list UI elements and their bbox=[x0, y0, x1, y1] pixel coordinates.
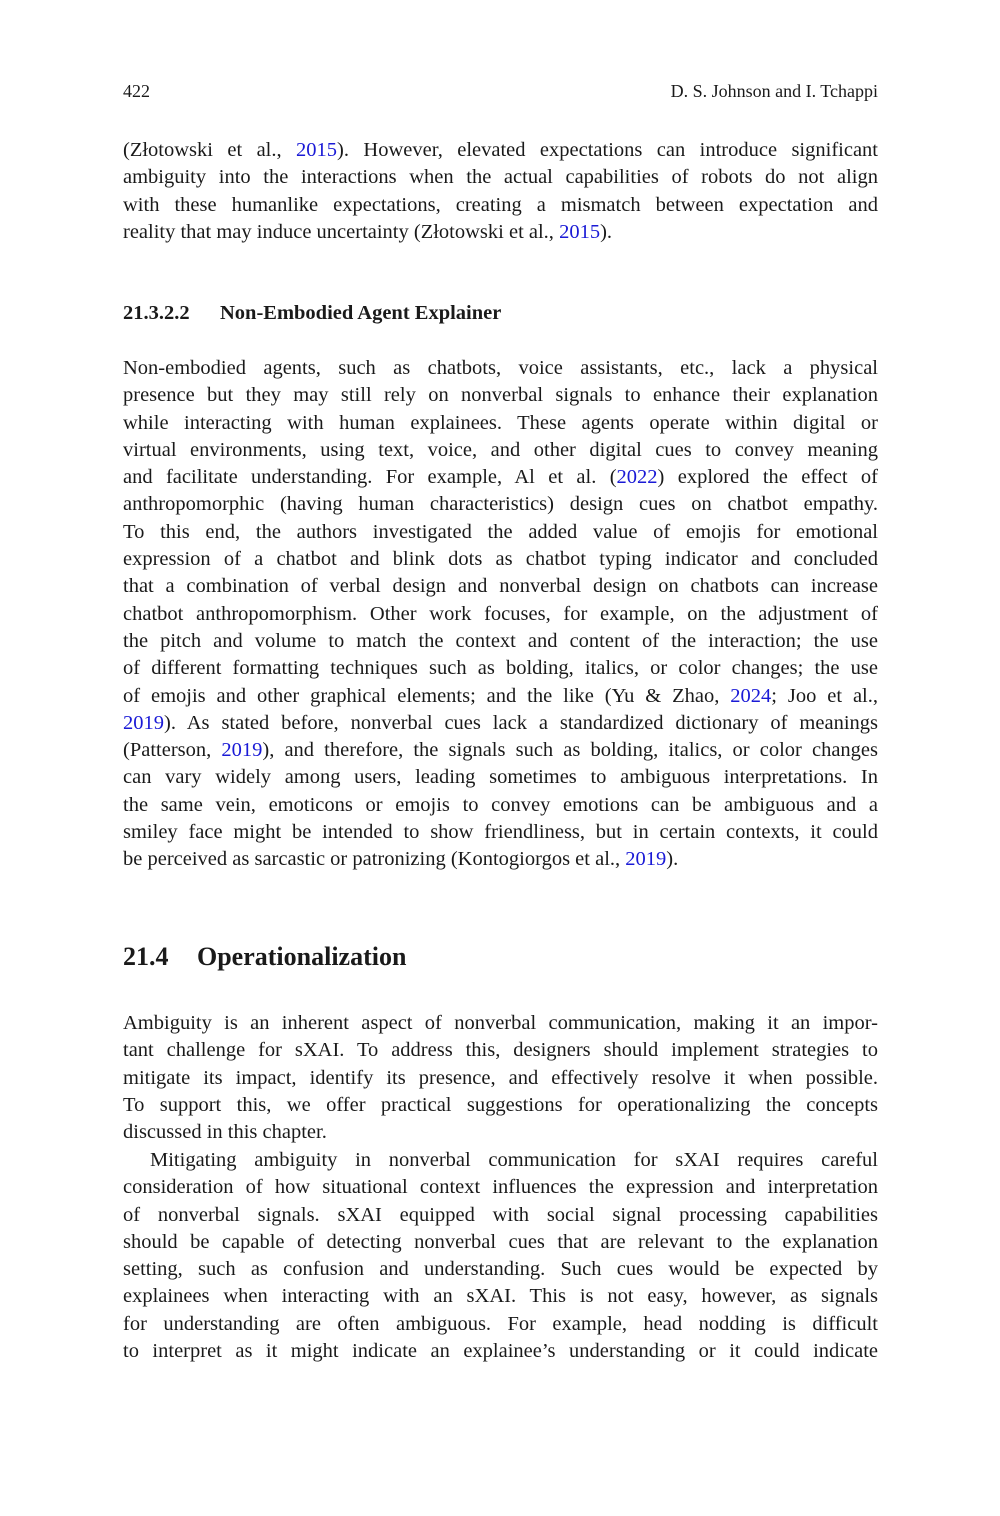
text-line: the pitch and volume to match the context and content of the interaction; the use bbox=[123, 629, 878, 652]
text-line: To this end, the authors investigated the added value of emojis for emotional bbox=[123, 520, 878, 543]
text-line: chatbot anthropomorphism. Other work focuses, for example, on the adjustment of bbox=[123, 602, 878, 625]
text-line: 2019). As stated before, nonverbal cues lack a standardized dictionary of meanings bbox=[123, 711, 878, 734]
text-line: Non-embodied agents, such as chatbots, voice assistants, etc., lack a physical bbox=[123, 357, 878, 379]
running-header bbox=[123, 80, 878, 102]
text-line: tant challenge for sXAI. To address this, designers should implement strategies to bbox=[123, 1039, 878, 1062]
text-line: consideration of how situational context influences the expression and interpretation bbox=[123, 1176, 878, 1199]
section-paragraph-2 bbox=[123, 1147, 878, 1365]
text-line: Ambiguity is an inherent aspect of nonverbal communication, making it an impor- bbox=[123, 1012, 878, 1034]
subsection-heading bbox=[123, 300, 501, 327]
citation-link[interactable]: 2024 bbox=[730, 684, 772, 707]
citation-link[interactable]: 2019 bbox=[221, 739, 263, 762]
running-header-authors: D. S. Johnson and I. Tchappi bbox=[670, 81, 878, 101]
section-paragraph-1 bbox=[123, 1010, 878, 1146]
text-line: discussed in this chapter. bbox=[123, 1121, 327, 1144]
section-number: 21.4 bbox=[123, 942, 169, 971]
text-line: with these humanlike expectations, creating a mismatch between expectation and bbox=[123, 193, 878, 216]
text-line: explainees when interacting with an sXAI. This is not easy, however, as signals bbox=[123, 1285, 878, 1308]
text-line: that a combination of verbal design and nonverbal design on chatbots can increase bbox=[123, 575, 878, 598]
text-line: the same vein, emoticons or emojis to convey emotions can be ambiguous and a bbox=[123, 793, 878, 816]
text-line: expression of a chatbot and blink dots as chatbot typing indicator and concluded bbox=[123, 548, 878, 571]
text-line: Mitigating ambiguity in nonverbal communication for sXAI requires careful bbox=[150, 1149, 878, 1171]
citation-link[interactable]: 2015 bbox=[296, 139, 338, 161]
text-line: (Złotowski et al., 2015). However, elevated expectations can introduce significant bbox=[123, 139, 878, 161]
text-line: presence but they may still rely on nonverbal signals to enhance their explanation bbox=[123, 384, 878, 407]
text-line: To support this, we offer practical suggestions for operationalizing the concepts bbox=[123, 1093, 878, 1116]
citation-link[interactable]: 2015 bbox=[559, 220, 601, 243]
text-line: should be capable of detecting nonverbal cues that are relevant to the explanation bbox=[123, 1230, 878, 1253]
citation-link[interactable]: 2022 bbox=[616, 466, 658, 489]
citation-link[interactable]: 2019 bbox=[123, 711, 164, 734]
page-number: 422 bbox=[123, 81, 150, 101]
text-line: virtual environments, using text, voice, and other digital cues to convey meaning bbox=[123, 438, 878, 461]
section-title: Operationalization bbox=[197, 942, 407, 971]
text-line: to interpret as it might indicate an explainee’s understanding or it could indicate bbox=[123, 1340, 878, 1363]
text-line: be perceived as sarcastic or patronizing (Kontogiorgos et al., 2019). bbox=[123, 848, 679, 871]
section-heading bbox=[123, 940, 406, 974]
text-line: can vary widely among users, leading sometimes to ambiguous interpretations. In bbox=[123, 766, 878, 789]
subsection-number: 21.3.2.2 bbox=[123, 302, 190, 324]
intro-paragraph bbox=[123, 137, 878, 246]
text-line: of different formatting techniques such as bolding, italics, or color changes; the use bbox=[123, 657, 878, 680]
text-line: reality that may induce uncertainty (Złotowski et al., 2015). bbox=[123, 220, 613, 243]
text-line: mitigate its impact, identify its presence, and effectively resolve it when possible. bbox=[123, 1066, 878, 1089]
subsection-title: Non-Embodied Agent Explainer bbox=[220, 302, 502, 324]
text-line: and facilitate understanding. For example, Al et al. (2022) explored the effect of bbox=[123, 466, 878, 489]
citation-link[interactable]: 2019 bbox=[625, 848, 667, 871]
subsection-paragraph bbox=[123, 355, 878, 874]
text-line: (Patterson, 2019), and therefore, the signals such as bolding, italics, or color changes bbox=[123, 739, 878, 762]
text-line: of emojis and other graphical elements; and the like (Yu & Zhao, 2024; Joo et al., bbox=[123, 684, 878, 707]
text-line: ambiguity into the interactions when the actual capabilities of robots do not align bbox=[123, 166, 878, 189]
text-line: while interacting with human explainees. These agents operate within digital or bbox=[123, 411, 878, 434]
text-line: anthropomorphic (having human characteristics) design cues on chatbot empathy. bbox=[123, 493, 878, 516]
text-line: setting, such as confusion and understanding. Such cues would be expected by bbox=[123, 1258, 878, 1281]
text-line: smiley face might be intended to show friendliness, but in certain contexts, it could bbox=[123, 821, 878, 844]
text-line: of nonverbal signals. sXAI equipped with social signal processing capabilities bbox=[123, 1203, 878, 1226]
text-line: for understanding are often ambiguous. For example, head nodding is difficult bbox=[123, 1312, 878, 1335]
